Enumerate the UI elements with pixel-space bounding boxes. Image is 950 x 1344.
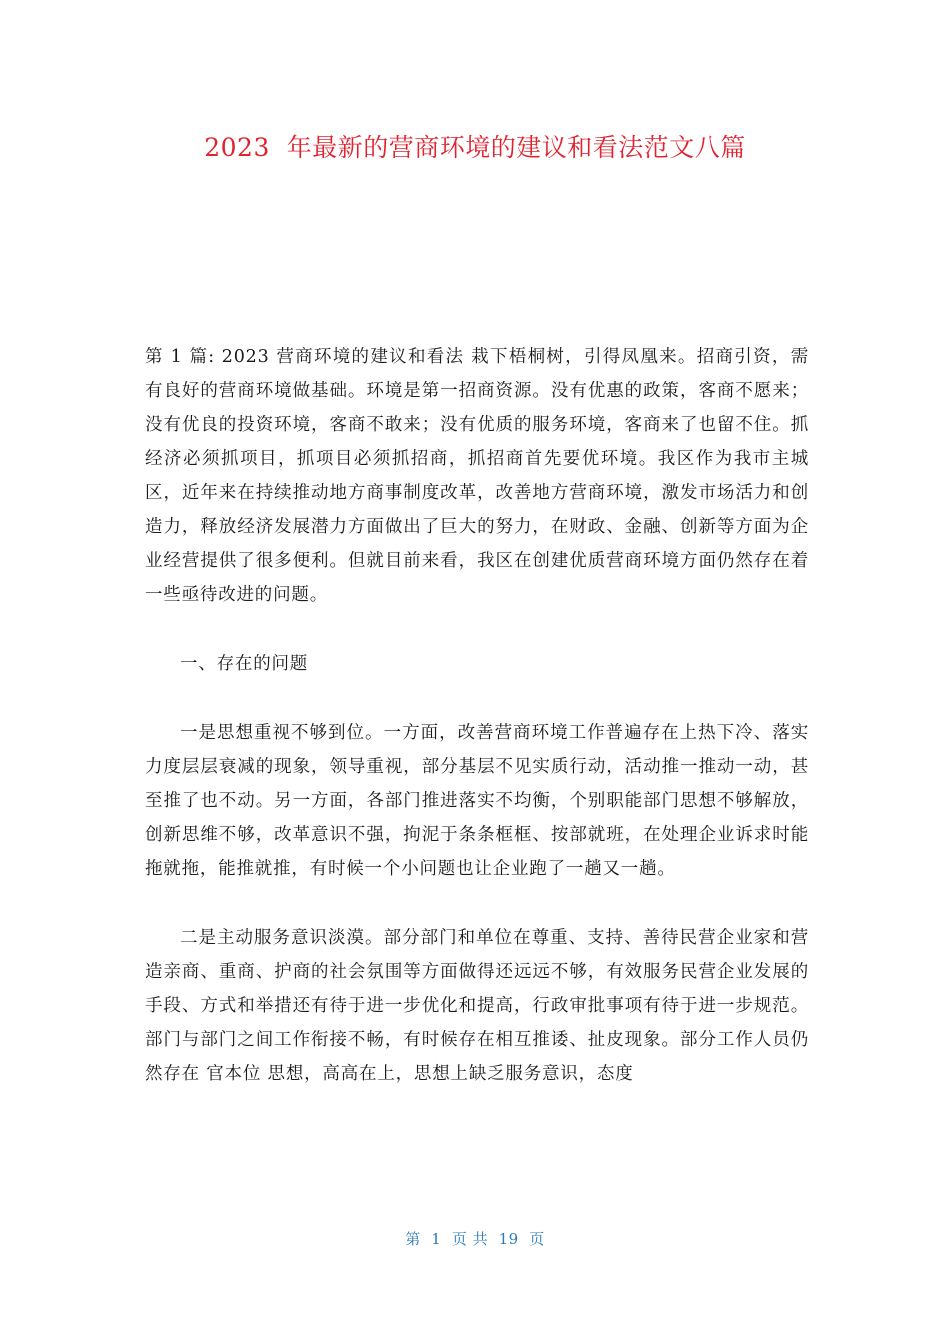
section-heading: 一、存在的问题 xyxy=(180,654,309,674)
paragraph-point-two: 二是主动服务意识淡漠。部分部门和单位在尊重、支持、善待民营企业家和营造亲商、重商、护商的社会氛围等方面做得还远远不够，有效服务民营企业发展的手段、方式和举措还有待于进一步优化和提高，行政审批事项有待于进一步规范。部门与部门之间工作衔接不畅，有时候存在相互推诿、扯皮现象。部分工作人员仍然存在 官本位 思想，高高在上，思想上缺乏服务意识，态度 xyxy=(145,928,809,1084)
page-footer: 第 1 页 共 19 页 xyxy=(405,1230,545,1248)
paragraph-point-one: 一是思想重视不够到位。一方面，改善营商环境工作普遍存在上热下冷、落实力度层层衰减的现象，领导重视，部分基层不见实质行动，活动推一推动一动，甚至推了也不动。另一方面，各部门推进落实不均衡，个别职能部门思想不够解放，创新思维不够，改革意识不强，拘泥于条条框框、按部就班，在处理企业诉求时能拖就拖，能推就推，有时候一个小问题也让企业跑了一趟又一趟。 xyxy=(145,723,809,879)
document-title: 2023 年最新的营商环境的建议和看法范文八篇 xyxy=(204,133,746,162)
document-body xyxy=(145,340,809,1091)
paragraph-intro: 第 1 篇: 2023 营商环境的建议和看法 栽下梧桐树，引得凤凰来。招商引资，需有良好的营商环境做基础。环境是第一招商资源。没有优惠的政策，客商不愿来；没有优良的投资环境，客商不敢来；没有优质的服务环境，客商来了也留不住。抓经济必须抓项目，抓项目必须抓招商，抓招商首先要优环境。我区作为我市主城区，近年来在持续推动地方商事制度改革，改善地方营商环境，激发市场活力和创造力，释放经济发展潜力方面做出了巨大的努力，在财政、金融、创新等方面为企业经营提供了很多便利。但就目前来看，我区在创建优质营商环境方面仍然存在着一些亟待改进的问题。 xyxy=(145,347,809,605)
